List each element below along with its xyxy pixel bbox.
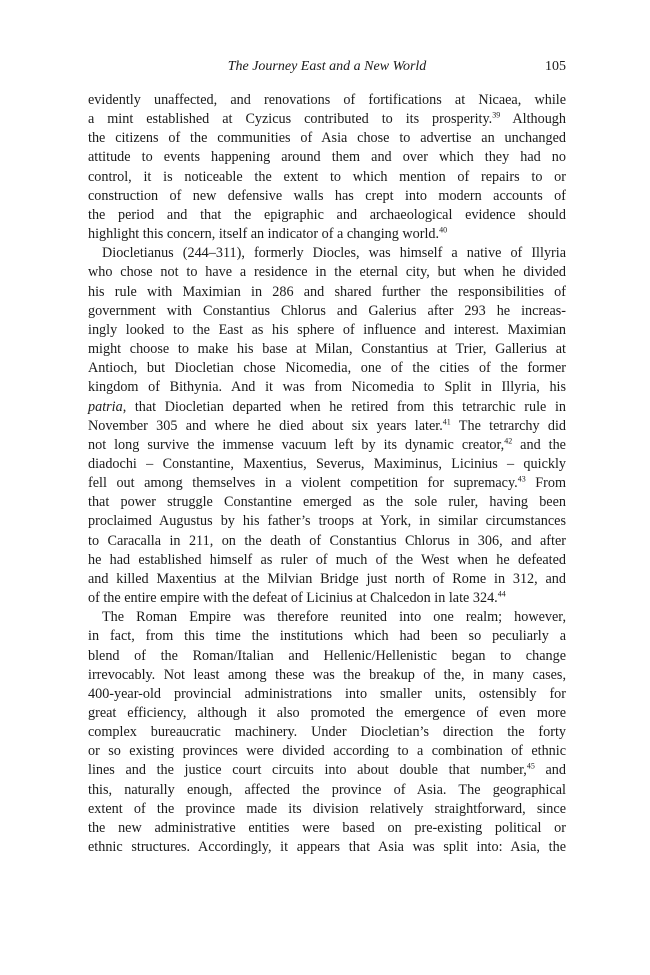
text-line: a mint established at Cyzicus contributed to its prosperity.$^{39}$ Although <box>88 110 566 128</box>
text-line: who chose not to have a residence in the eternal city, but when he divided <box>88 264 566 281</box>
text-line: government with Constantius Chlorus and Galerius after 293 he increas- <box>88 302 566 319</box>
text-line: this, naturally enough, affected the province of Asia. The geographical <box>88 781 566 798</box>
footnote-marker[interactable]: 45 <box>526 761 535 771</box>
text-line: 400-year-old provincial administrations into smaller units, ostensibly for <box>88 685 566 702</box>
paragraph <box>88 608 566 857</box>
text-line: November 305 and where he died about six years later.$^{41}$ The tetrarchy did <box>88 416 566 434</box>
text-line: to Caracalla in 211, on the death of Constantius Chlorus in 306, and after <box>88 532 566 549</box>
text-line: proclaimed Augustus by his father’s troops at York, in similar circumstances <box>88 513 566 530</box>
text-line: lines and the justice court circuits into about double that number,$^{45}$ and <box>88 761 566 779</box>
footnote-marker[interactable]: 40 <box>439 225 448 235</box>
text-line: irrevocably. Not least among these was the breakup of the, in many cases, <box>88 666 566 683</box>
text-line: construction of new defensive walls has crept into modern accounts of <box>88 187 566 204</box>
text-line: blend of the Roman/Italian and Hellenic/Hellenistic began to change <box>88 647 566 664</box>
text-line: patria, that Diocletian departed when he retired from this tetrarchic rule in <box>88 398 566 415</box>
text-line: his rule with Maximian in 286 and shared further the responsibilities of <box>88 283 566 300</box>
chapter-title: The Journey East and a New World <box>227 59 427 74</box>
footnote-marker[interactable]: 44 <box>497 589 506 599</box>
text-line: in fact, from this time the institutions which had been so peculiarly a <box>88 628 566 645</box>
text-line: that power struggle Constantine emerged as the sole ruler, having been <box>88 494 566 511</box>
text-line: extent of the province made its division relatively straightforward, since <box>88 800 566 817</box>
footnote-marker[interactable]: 39 <box>492 110 501 120</box>
text-line: evidently unaffected, and renovations of fortifications at Nicaea, while <box>88 92 566 108</box>
text-line: might choose to make his base at Milan, Constantius at Trier, Gallerius at <box>88 341 566 358</box>
text-line: great efficiency, although it also promoted the emergence of even more <box>88 705 566 721</box>
running-head <box>88 57 566 77</box>
text-line: or so existing provinces were divided according to a combination of ethnic <box>88 743 566 760</box>
text-line: he had established himself as ruler of much of the West when he defeated <box>88 551 566 568</box>
text-line: the new administrative entities were based on pre-existing political or <box>88 819 566 836</box>
text-line: complex bureaucratic machinery. Under Diocletian’s direction the forty <box>88 724 566 741</box>
page-number: 105 <box>545 59 566 74</box>
text-line: ethnic structures. Accordingly, it appears that Asia was split into: Asia, the <box>88 839 566 856</box>
text-line: diadochi – Constantine, Maxentius, Severus, Maximinus, Licinius – quickly <box>88 455 566 472</box>
text-line: Diocletianus (244–311), formerly Diocles, was himself a native of Illyria <box>102 245 566 262</box>
text-line: kingdom of Bithynia. And it was from Nicomedia to Split in Illyria, his <box>88 379 566 396</box>
italic-term: patria <box>88 398 123 415</box>
footnote-marker[interactable]: 41 <box>442 416 451 426</box>
footnote-marker[interactable]: 43 <box>517 474 526 484</box>
text-line: the citizens of the communities of Asia chose to advertise an unchanged <box>88 130 566 147</box>
text-line: Antioch, but Diocletian chose Nicomedia, one of the cities of the former <box>88 360 566 377</box>
text-line: attitude to events happening around them and over which they had no <box>88 149 566 166</box>
paragraph <box>88 91 566 244</box>
text-line: highlight this concern, itself an indicator of a changing world.$^{40}$ <box>88 225 448 243</box>
text-line: control, it is noticeable the extent to which mention of repairs to or <box>88 168 566 185</box>
paragraph <box>88 244 566 608</box>
text-line: ingly looked to the East as his sphere of influence and interest. Maximian <box>88 321 566 338</box>
text-line: The Roman Empire was therefore reunited into one realm; however, <box>102 609 566 626</box>
text-line: not long survive the immense vacuum left by its dynamic creator,$^{42}$ and the <box>88 436 566 453</box>
text-line: and killed Maxentius at the Milvian Bridge just north of Rome in 312, and <box>88 570 566 587</box>
text-line: the period and that the epigraphic and archaeological evidence should <box>88 206 566 223</box>
text-line: fell out among themselves in a violent competition for supremacy.$^{43}$ From <box>88 474 566 492</box>
body-text <box>88 91 566 857</box>
text-line: of the entire empire with the defeat of Licinius at Chalcedon in late 324.44 <box>88 589 506 607</box>
footnote-marker[interactable]: 42 <box>504 436 513 446</box>
